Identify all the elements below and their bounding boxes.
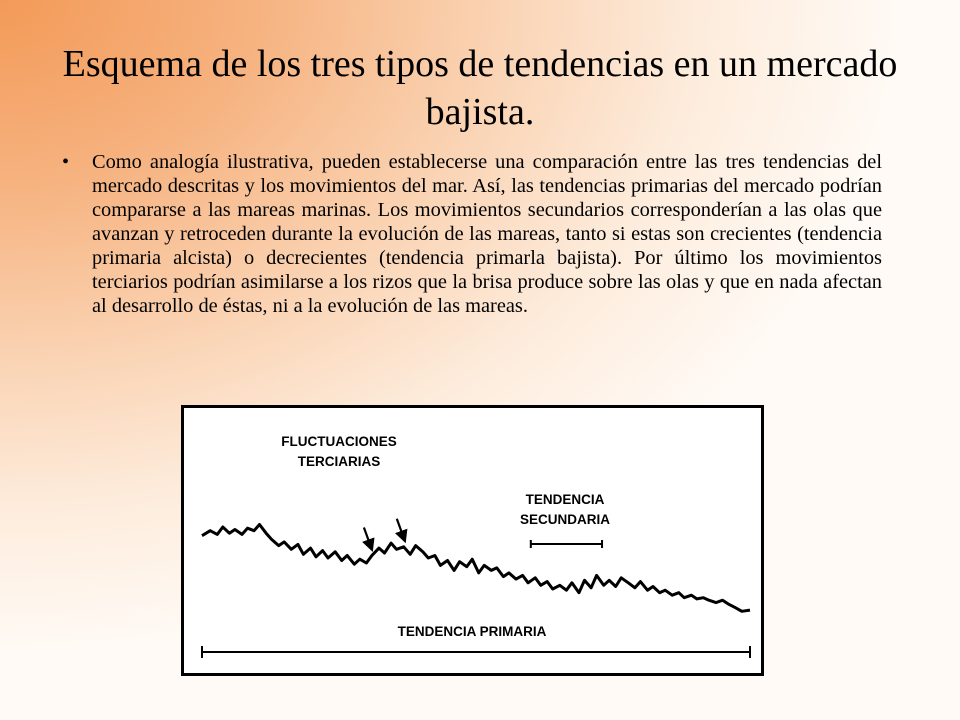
label-tendencia-secundaria-2: SECUNDARIA <box>519 512 611 527</box>
price-line-precio <box>202 525 750 612</box>
span-layer <box>202 540 750 658</box>
bullet-paragraph: Como analogía ilustrativa, pueden establecerse una comparación entre las tres tendencias del mercado descritas y los movimientos del mar. Así, las tendencias primarias del mercado podrían compararse a las mareas marinas. Los movimientos secundarios corresponderían a las olas que avanzan y retroceden durante la evolución de las mareas, tanto si estas son crecientes (tendencia primaria alcista) o decrecientes (tendencia primarla bajista). Por último los movimientos terciarios podrían asimilarse a los rizos que la brisa produce sobre las olas y que en nada afectan al desarrollo de éstas, ni a la evolución de las mareas. <box>92 151 882 317</box>
arrow-layer <box>364 519 405 550</box>
label-tendencia-primaria: TENDENCIA PRIMARIA <box>397 624 547 639</box>
trend-chart <box>184 408 761 673</box>
tertiary-arrow-2 <box>397 519 405 541</box>
label-terciarias: TERCIARIAS <box>297 454 381 469</box>
primary-span-bracket <box>202 646 750 658</box>
trend-diagram <box>181 405 764 676</box>
label-fluctuaciones: FLUCTUACIONES <box>281 434 397 449</box>
slide-title: Esquema de los tres tipos de tendencias en un mercado bajista. <box>62 43 898 133</box>
bullet-dot: • <box>62 151 70 173</box>
tertiary-arrow-1 <box>364 528 372 550</box>
price-line-layer <box>202 525 750 612</box>
label-tendencia-secundaria-1: TENDENCIA <box>525 492 605 507</box>
secondary-span-bracket <box>531 540 602 548</box>
bullet-item <box>62 150 882 318</box>
